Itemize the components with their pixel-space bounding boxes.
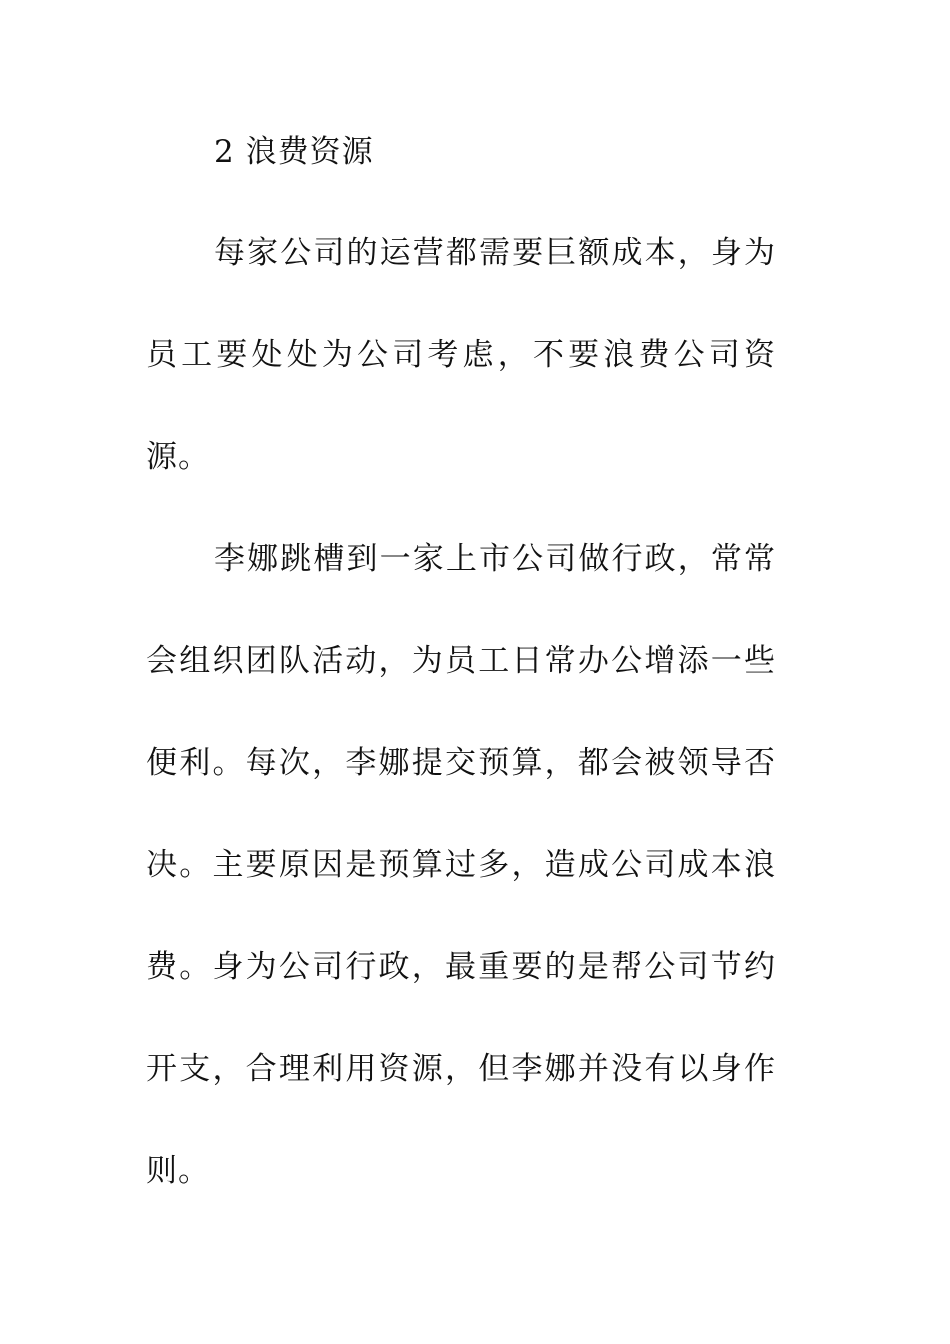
paragraph-2: 李娜跳槽到一家上市公司做行政，常常会组织团队活动，为员工日常办公增添一些便利。每次，李娜提交预算，都会被领导否决。主要原因是预算过多，造成公司成本浪费。身为公司行政，最重要的是帮公司节约开支，合理利用资源，但李娜并没有以身作则。 [146,541,776,1189]
paragraph-block [146,508,776,1222]
paragraph-block [146,202,776,508]
section-heading: 2 浪费资源 [214,134,374,170]
paragraph-1: 每家公司的运营都需要巨额成本，身为员工要处处为公司考虑，不要浪费公司资源。 [146,235,776,475]
